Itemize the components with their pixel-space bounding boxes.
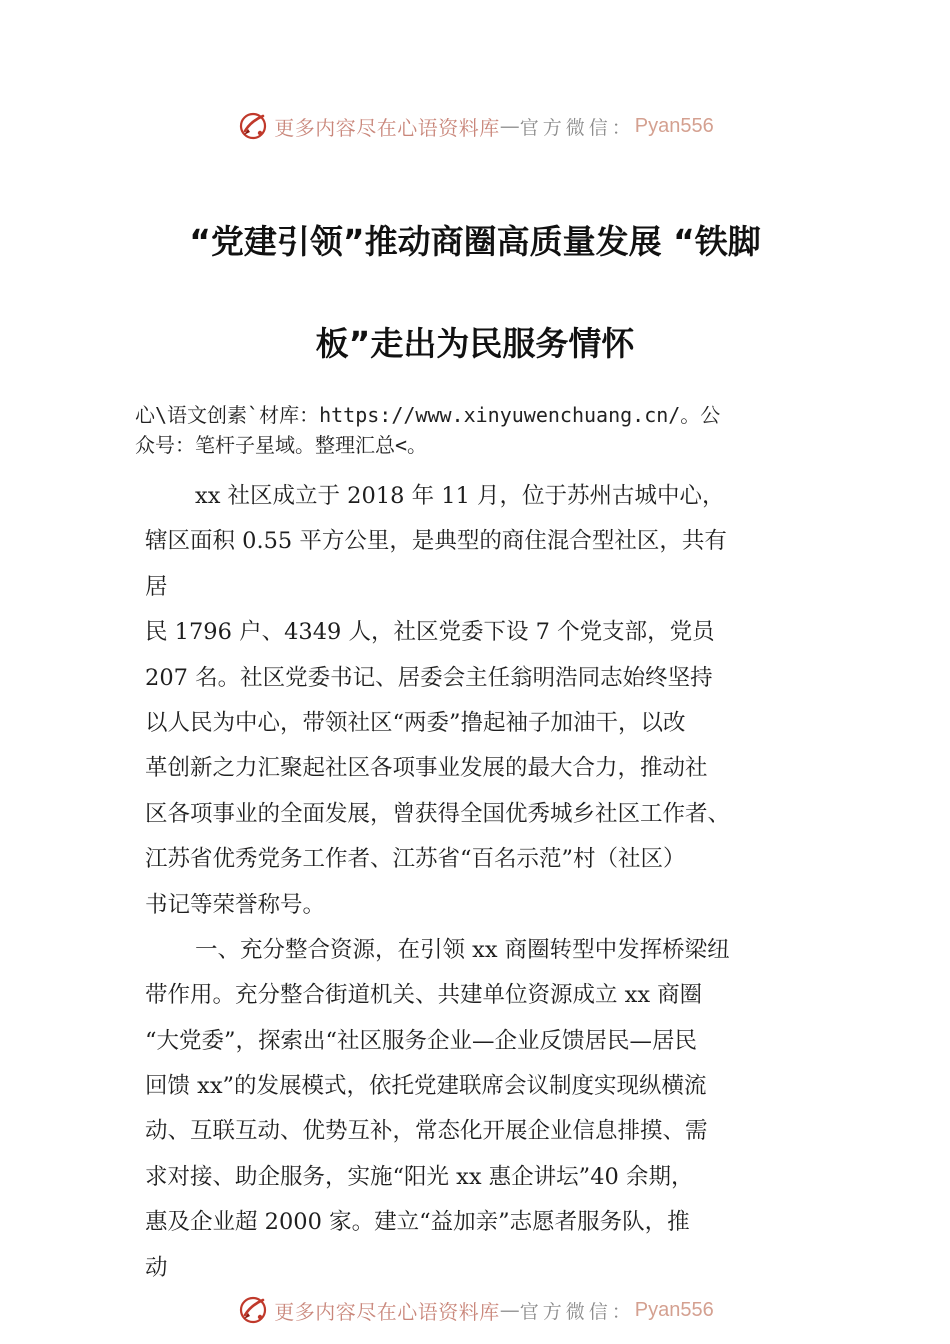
banner-wechat-label: 官方微信： [519,116,635,139]
document-body [145,474,805,1291]
body-line: xx 社区成立于 2018 年 11 月，位于苏州古城中心， [195,483,725,509]
header-watermark-banner [0,106,950,146]
banner-wechat-id: Pyan556 [634,114,714,137]
body-line: 辖区面积 0.55 平方公里，是典型的商住混合型社区，共有 [145,528,727,555]
body-line: 207 名。社区党委书记、居委会主任翁明浩同志始终坚持 [145,664,713,691]
body-line: 革创新之力汇聚起社区各项事业发展的最大合力，推动社 [145,755,708,782]
body-line: 动、互联互动、优势互补，常态化开展企业信息排摸、需 [145,1118,708,1145]
body-line: 江苏省优秀党务工作者、江苏省“百名示范”村（社区） [145,846,686,873]
source-note-line-2: 众号：笔杆子星域。整理汇总<。 [135,433,428,457]
body-line: 书记等荣誉称号。 [145,891,326,918]
banner-dash: — [499,114,520,138]
banner-wechat-id: Pyan556 [634,1298,714,1321]
banner-dash: — [499,1298,520,1322]
banner-slogan: 更多内容尽在心语资料库 [274,1299,500,1324]
document-title-line-2: 板”走出为民服务情怀 [315,324,635,363]
brush-logo-icon [236,109,270,143]
document-title-line-1: “党建引领”推动商圈高质量发展 “铁脚 [189,222,761,261]
body-line: 民 1796 户、4349 人，社区党委下设 7 个党支部，党员 [145,619,715,646]
body-line: 以人民为中心，带领社区“两委”撸起袖子加油干，以改 [145,709,686,736]
source-note-line-1: 心\语文创素`材库：https://www.xinyuwenchuang.cn/。公 [135,403,721,427]
body-line: 惠及企业超 2000 家。建立“益加亲”志愿者服务队，推 [145,1209,690,1236]
body-line: 居 [145,573,168,600]
body-line: 区各项事业的全面发展，曾获得全国优秀城乡社区工作者、 [145,800,731,827]
body-line: 一、充分整合资源，在引领 xx 商圈转型中发挥桥梁纽 [195,936,730,963]
body-line: 带作用。充分整合街道机关、共建单位资源成立 xx 商圈 [145,982,703,1009]
body-line: “大党委”，探索出“社区服务企业—企业反馈居民—居民 [145,1027,698,1054]
source-note [135,400,815,460]
body-line: 回馈 xx”的发展模式，依托党建联席会议制度实现纵横流 [145,1073,707,1100]
body-line: 动 [145,1254,168,1281]
footer-watermark-banner [0,1290,950,1330]
brush-logo-icon [236,1293,270,1327]
banner-slogan: 更多内容尽在心语资料库 [274,115,500,140]
banner-wechat-label: 官方微信： [519,1300,635,1323]
body-line: 求对接、助企服务，实施“阳光 xx 惠企讲坛”40 余期， [145,1163,694,1190]
